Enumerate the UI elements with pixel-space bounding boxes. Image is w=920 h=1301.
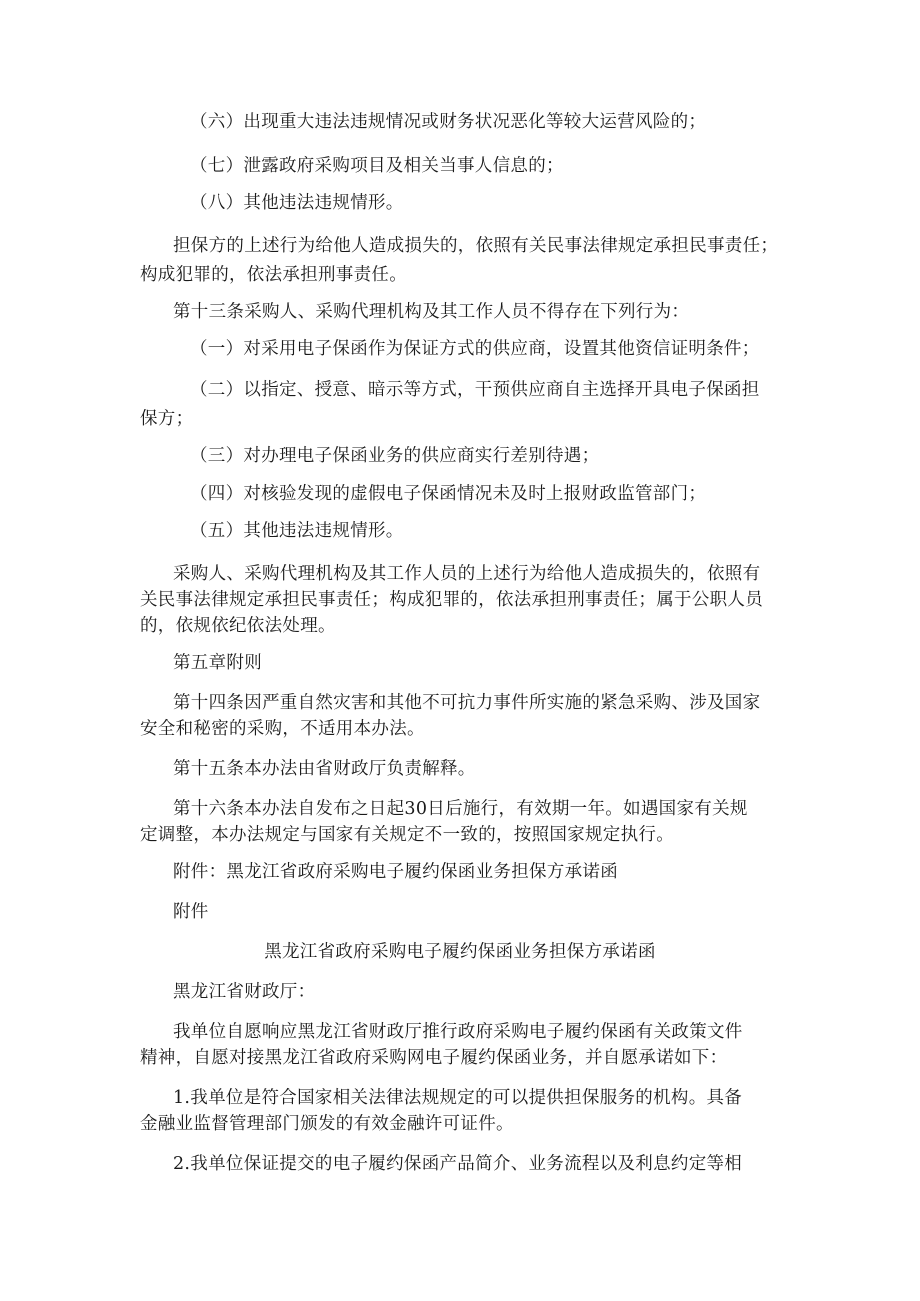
article-13-item-3: （三）对办理电子保函业务的供应商实行差别待遇； [190,446,600,466]
article-13-item-2-line-2: 保方； [140,409,194,429]
liability-paragraph-line-1: 担保方的上述行为给他人造成损失的，依照有关民事法律规定承担民事责任； [173,236,779,256]
letter-addressee: 黑龙江省财政厅： [173,982,316,1002]
purchaser-liability-line-1: 采购人、采购代理机构及其工作人员的上述行为给他人造成损失的，依照有 [173,564,761,584]
article-13-item-4: （四）对核验发现的虚假电子保函情况未及时上报财政监管部门； [190,484,707,504]
article-13-item-5: （五）其他违法违规情形。 [190,521,404,541]
article-13-item-2-line-1: （二）以指定、授意、暗示等方式，干预供应商自主选择开具电子保函担 [190,380,760,400]
letter-intro-line-1: 我单位自愿响应黑龙江省财政厅推行政府采购电子履约保函有关政策文件 [173,1022,743,1042]
letter-intro-line-2: 精神，自愿对接黑龙江省政府采购网电子履约保函业务，并自愿承诺如下： [140,1048,728,1068]
clause-item-8: （八）其他违法违规情形。 [190,193,404,213]
letter-title: 黑龙江省政府采购电子履约保函业务担保方承诺函 [264,942,656,962]
purchaser-liability-line-3: 的，依规依纪依法处理。 [140,616,336,636]
clause-item-7: （七）泄露政府采购项目及相关当事人信息的； [190,156,564,176]
purchaser-liability-line-2: 关民事法律规定承担民事责任；构成犯罪的，依法承担刑事责任；属于公职人员 [140,590,763,610]
commitment-2-line-1: 2.我单位保证提交的电子履约保函产品简介、业务流程以及利息约定等相 [173,1154,743,1174]
article-15: 第十五条本办法由省财政厅负责解释。 [173,759,476,779]
liability-paragraph-line-2: 构成犯罪的，依法承担刑事责任。 [140,265,407,285]
attachment-label: 附件 [173,902,209,922]
article-14-line-2: 安全和秘密的采购，不适用本办法。 [140,719,425,739]
article-13-heading: 第十三条采购人、采购代理机构及其工作人员不得存在下列行为： [173,302,690,322]
clause-item-6: （六）出现重大违法违规情况或财务状况恶化等较大运营风险的； [190,112,707,132]
attachment-reference: 附件：黑龙江省政府采购电子履约保函业务担保方承诺函 [173,862,618,882]
commitment-1-line-1: 1.我单位是符合国家相关法律法规规定的可以提供担保服务的机构。具备 [173,1088,743,1108]
article-16-line-2: 定调整，本办法规定与国家有关规定不一致的，按照国家规定执行。 [140,825,674,845]
commitment-1-line-2: 金融业监督管理部门颁发的有效金融许可证件。 [140,1114,514,1134]
article-14-line-1: 第十四条因严重自然灾害和其他不可抗力事件所实施的紧急采购、涉及国家 [173,693,761,713]
article-16-line-1: 第十六条本办法自发布之日起30日后施行，有效期一年。如遇国家有关规 [173,799,748,819]
chapter-5-heading: 第五章附则 [173,653,262,673]
article-13-item-1: （一）对采用电子保函作为保证方式的供应商，设置其他资信证明条件； [190,339,760,359]
